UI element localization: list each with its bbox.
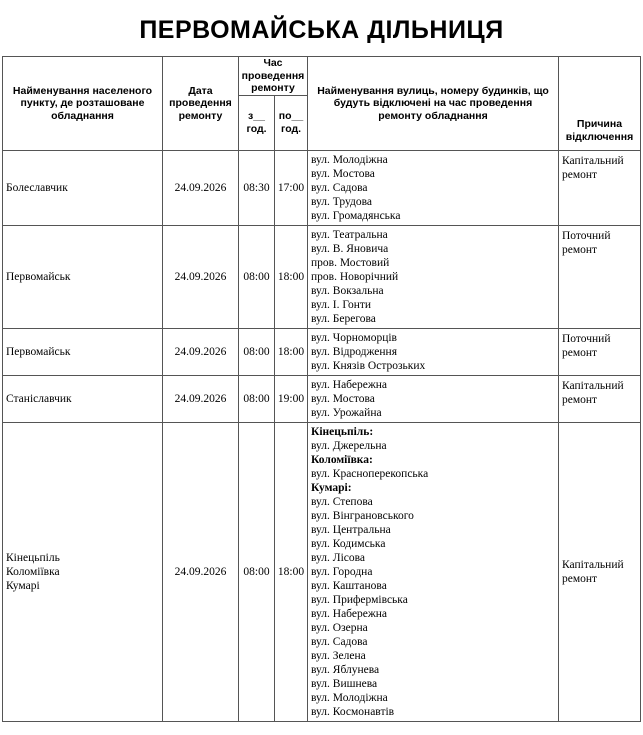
street-name: вул. Яблунева [311, 663, 380, 676]
place-cell [3, 422, 163, 721]
reason-cell: Капітальний ремонт [559, 375, 641, 422]
street-name: вул. І. Гонти [311, 298, 372, 311]
time-from-cell: 08:00 [239, 328, 275, 375]
streets-cell [308, 422, 559, 721]
table-row [3, 150, 641, 225]
time-from-cell: 08:00 [239, 225, 275, 328]
time-to-cell: 19:00 [275, 375, 308, 422]
street-name: вул. Набережна [311, 607, 388, 620]
street-name: вул. В. Яновича [311, 242, 389, 255]
street-name: вул. Молодіжна [311, 691, 388, 704]
street-name: вул. Прифермівська [311, 593, 408, 606]
place-name: Коломіївка [6, 565, 60, 578]
place-name: Кінецьпіль [6, 551, 60, 564]
street-name: вул. Відродження [311, 345, 398, 358]
street-name: вул. Космонавтів [311, 705, 395, 718]
street-name: вул. Центральна [311, 523, 391, 536]
date-cell: 24.09.2026 [163, 225, 239, 328]
table-row [3, 375, 641, 422]
header-to: по__ год. [275, 95, 308, 150]
street-name: вул. Громадянська [311, 209, 401, 222]
date-cell: 24.09.2026 [163, 328, 239, 375]
street-name: вул. Вишнева [311, 677, 378, 690]
table-row [3, 422, 641, 721]
street-name: вул. Садова [311, 181, 368, 194]
reason-cell: Капітальний ремонт [559, 150, 641, 225]
street-name: вул. Набережна [311, 378, 388, 391]
locality-heading: Кумарі: [311, 481, 352, 494]
table-body [3, 150, 641, 721]
streets-cell [308, 375, 559, 422]
streets-cell [308, 328, 559, 375]
streets-cell [308, 225, 559, 328]
place-cell [3, 225, 163, 328]
street-name: вул. Урожайна [311, 406, 382, 419]
place-name: Станіславчик [6, 392, 72, 405]
header-streets: Найменування вулиць, номеру будинків, що будуть відключені на час проведення ремонту обладнання [308, 57, 559, 151]
time-to-cell: 17:00 [275, 150, 308, 225]
street-name: вул. Театральна [311, 228, 388, 241]
time-to-cell: 18:00 [275, 328, 308, 375]
header-from: з__ год. [239, 95, 275, 150]
place-cell [3, 150, 163, 225]
street-name: вул. Трудова [311, 195, 372, 208]
street-name: вул. Степова [311, 495, 373, 508]
header-reason-blank [559, 57, 641, 113]
street-name: вул. Чорноморців [311, 331, 397, 344]
header-time: Час проведення ремонту [239, 57, 308, 96]
date-cell: 24.09.2026 [163, 150, 239, 225]
street-name: вул. Кодимська [311, 537, 386, 550]
place-name: Кумарі [6, 579, 40, 592]
locality-heading: Коломіївка: [311, 453, 373, 466]
date-cell: 24.09.2026 [163, 422, 239, 721]
place-cell [3, 328, 163, 375]
date-cell: 24.09.2026 [163, 375, 239, 422]
street-name: вул. Вінграновського [311, 509, 414, 522]
street-name: вул. Джерельна [311, 439, 387, 452]
street-name: вул. Каштанова [311, 579, 387, 592]
time-to-cell: 18:00 [275, 225, 308, 328]
time-from-cell: 08:00 [239, 422, 275, 721]
header-date: Дата проведення ремонту [163, 57, 239, 151]
street-name: вул. Молодіжна [311, 153, 388, 166]
time-from-cell: 08:30 [239, 150, 275, 225]
street-name: вул. Зелена [311, 649, 366, 662]
street-name: вул. Озерна [311, 621, 368, 634]
street-name: пров. Новорічний [311, 270, 399, 283]
reason-cell: Поточний ремонт [559, 225, 641, 328]
street-name: вул. Вокзальна [311, 284, 384, 297]
time-from-cell: 08:00 [239, 375, 275, 422]
page-title: ПЕРВОМАЙСЬКА ДІЛЬНИЦЯ [139, 16, 504, 44]
place-name: Первомайськ [6, 270, 71, 283]
street-name: вул. Городна [311, 565, 373, 578]
street-name: вул. Садова [311, 635, 368, 648]
street-name: вул. Лісова [311, 551, 366, 564]
place-name: Болеславчик [6, 181, 68, 194]
streets-cell [308, 150, 559, 225]
reason-cell: Поточний ремонт [559, 328, 641, 375]
place-name: Первомайськ [6, 345, 71, 358]
outage-schedule-table [2, 56, 641, 722]
table-row [3, 225, 641, 328]
header-place: Найменування населеного пункту, де розташоване обладнання [3, 57, 163, 151]
time-to-cell: 18:00 [275, 422, 308, 721]
street-name: вул. Мостова [311, 167, 375, 180]
street-name: вул. Князів Острозьких [311, 359, 426, 372]
street-name: вул. Красноперекопська [311, 467, 429, 480]
header-reason: Причина відключення [559, 112, 641, 150]
street-name: пров. Мостовий [311, 256, 390, 269]
street-name: вул. Мостова [311, 392, 375, 405]
street-name: вул. Берегова [311, 312, 376, 325]
table-row [3, 328, 641, 375]
locality-heading: Кінецьпіль: [311, 425, 374, 438]
reason-cell: Капітальний ремонт [559, 422, 641, 721]
place-cell [3, 375, 163, 422]
